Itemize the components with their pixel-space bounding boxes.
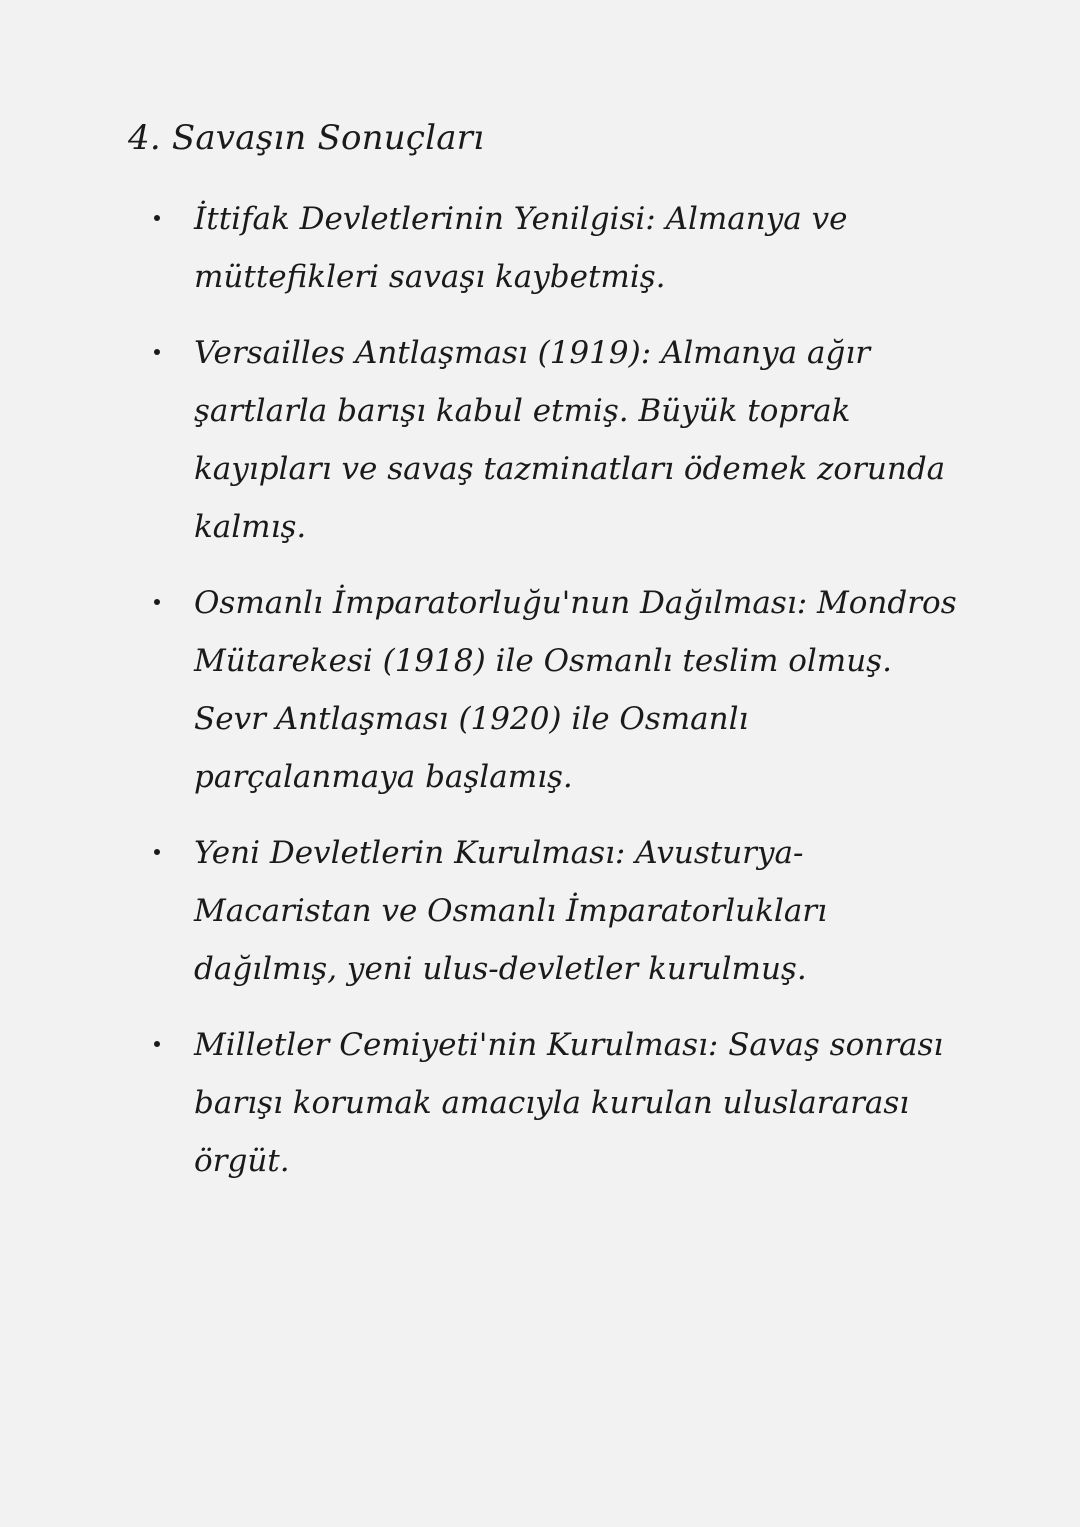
list-item [140, 574, 970, 806]
list-item-text: Osmanlı İmparatorluğu'nun Dağılması: Mondros Mütarekesi (1918) ile Osmanlı teslim olmuş. Sevr Antlaşması (1920) ile Osmanlı parçalanmaya başlamış. [194, 585, 957, 795]
bullet-icon [154, 349, 160, 355]
bullet-icon [154, 1041, 160, 1047]
list-item [140, 190, 970, 306]
list-item [140, 1016, 970, 1190]
list-item-text: Versailles Antlaşması (1919): Almanya ağır şartlarla barışı kabul etmiş. Büyük toprak kayıpları ve savaş tazminatları ödemek zorunda kalmış. [194, 335, 946, 545]
list-item-text: Milletler Cemiyeti'nin Kurulması: Savaş sonrası barışı korumak amacıyla kurulan uluslararası örgüt. [194, 1027, 944, 1179]
results-list [140, 190, 970, 1208]
bullet-icon [154, 599, 160, 605]
list-item [140, 324, 970, 556]
bullet-icon [154, 215, 160, 221]
bullet-icon [154, 849, 160, 855]
section-heading: 4. Savaşın Sonuçları [128, 118, 485, 158]
list-item-text: İttifak Devletlerinin Yenilgisi: Almanya ve müttefikleri savaşı kaybetmiş. [194, 201, 848, 295]
list-item [140, 824, 970, 998]
list-item-text: Yeni Devletlerin Kurulması: Avusturya-Macaristan ve Osmanlı İmparatorlukları dağılmış, yeni ulus-devletler kurulmuş. [194, 835, 828, 987]
